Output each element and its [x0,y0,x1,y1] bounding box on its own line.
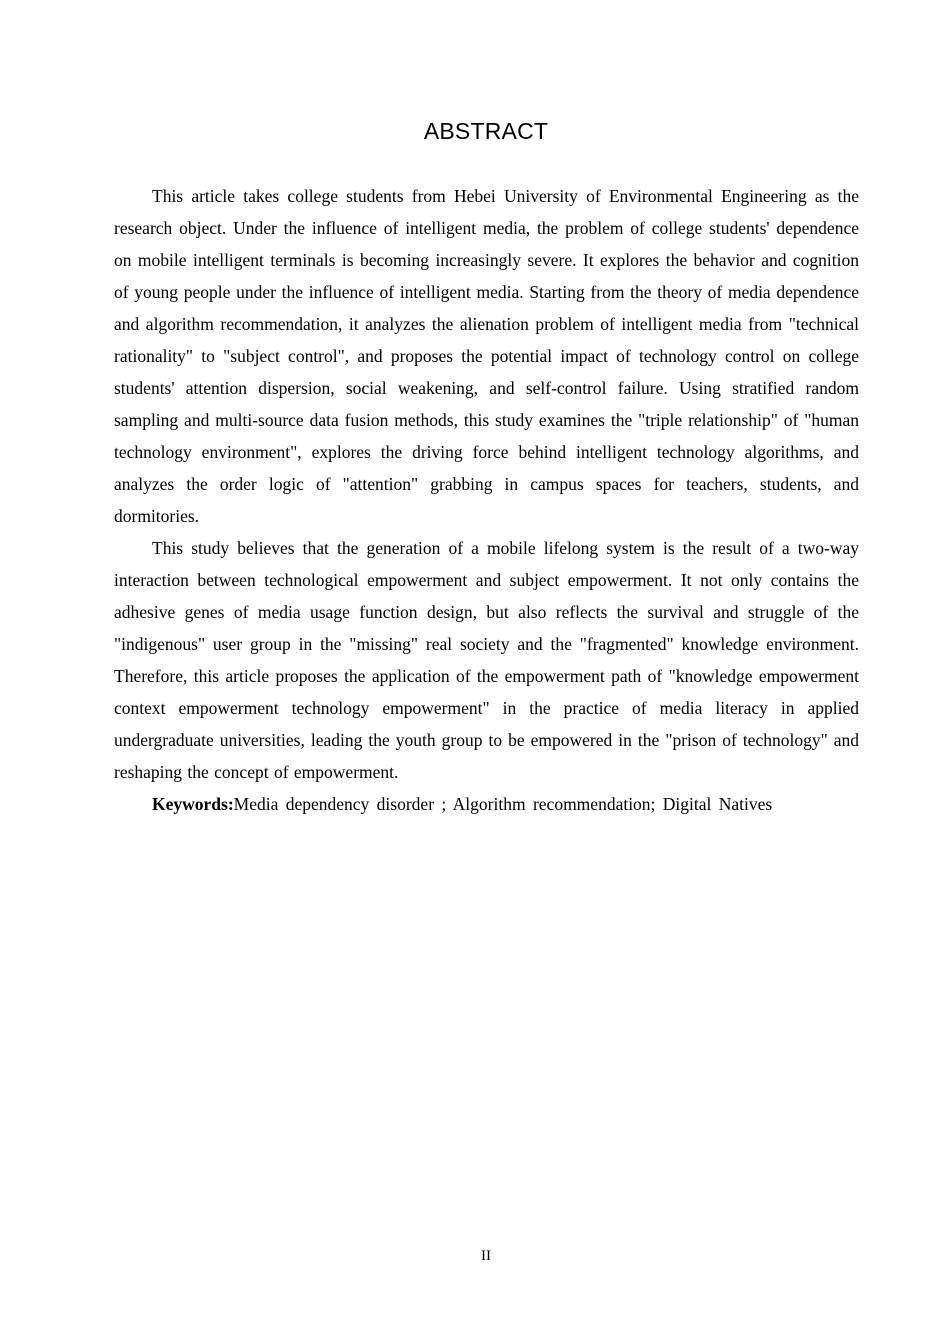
abstract-title: ABSTRACT [423,118,549,144]
keywords-label: Keywords: [152,794,234,814]
page-number: II [481,1248,491,1264]
abstract-body [114,180,859,820]
keywords-line [114,788,859,820]
abstract-paragraph-1: This article takes college students from Hebei University of Environmental Engineering as the research object. Under the influence of intelligent media, the problem of college students' dependence on mobile intelligent terminals is becoming increasingly severe. It explores the behavior and cognition of young people under the influence of intelligent media. Starting from the theory of media dependence and algorithm recommendation, it analyzes the alienation problem of intelligent media from "technical rationality" to "subject control", and proposes the potential impact of technology control on college students' attention dispersion, social weakening, and self-control failure. Using stratified random sampling and multi-source data fusion methods, this study examines the "triple relationship" of "human technology environment", explores the driving force behind intelligent technology algorithms, and analyzes the order logic of "attention" grabbing in campus spaces for teachers, students, and dormitories. [114,186,859,526]
keywords-text: Media dependency disorder ; Algorithm recommendation; Digital Natives [233,794,773,814]
abstract-paragraph-2: This study believes that the generation of a mobile lifelong system is the result of a two-way interaction between technological empowerment and subject empowerment. It not only contains the adhesive genes of media usage function design, but also reflects the survival and struggle of the "indigenous" user group in the "missing" real society and the "fragmented" knowledge environment. Therefore, this article proposes the application of the empowerment path of "knowledge empowerment context empowerment technology empowerment" in the practice of media literacy in applied undergraduate universities, leading the youth group to be empowered in the "prison of technology" and reshaping the concept of empowerment. [114,538,859,782]
